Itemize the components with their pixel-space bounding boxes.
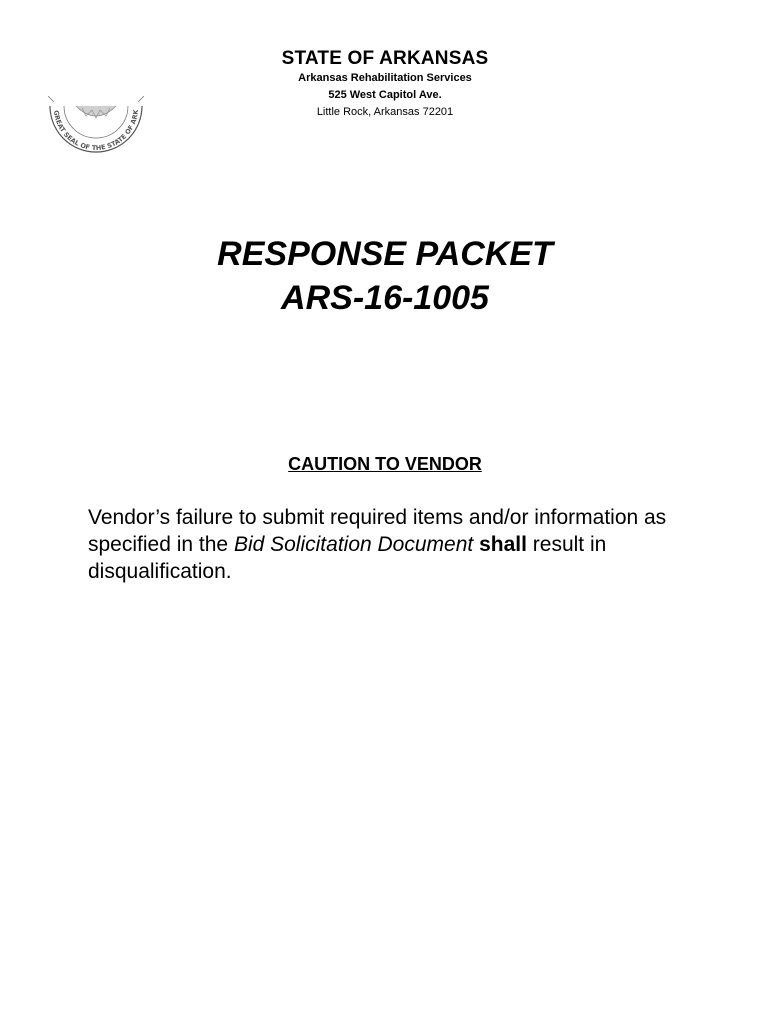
caution-text-1: Vendor’s failure to submit required items and/or information as specified in the [88, 506, 667, 556]
title-line-1: RESPONSE PACKET [217, 235, 553, 273]
caution-text-3: result in disqualification. [88, 533, 607, 583]
caution-paragraph [88, 504, 688, 585]
caution-emphasis: shall [479, 533, 527, 556]
title-line-2: ARS-16-1005 [281, 279, 489, 317]
letterhead [0, 48, 770, 121]
caution-heading: CAUTION TO VENDOR [288, 454, 482, 474]
document-title [0, 232, 770, 320]
svg-text:GREAT SEAL OF THE STATE OF ARK: GREAT SEAL OF THE STATE OF ARK [52, 109, 141, 153]
bid-document-name: Bid Solicitation Document [233, 533, 474, 556]
agency-name: Arkansas Rehabilitation Services [298, 72, 472, 84]
city-address: Little Rock, Arkansas 72201 [316, 106, 454, 118]
state-name: STATE OF ARKANSAS [281, 48, 489, 69]
street-address: 525 West Capitol Ave. [328, 89, 442, 101]
